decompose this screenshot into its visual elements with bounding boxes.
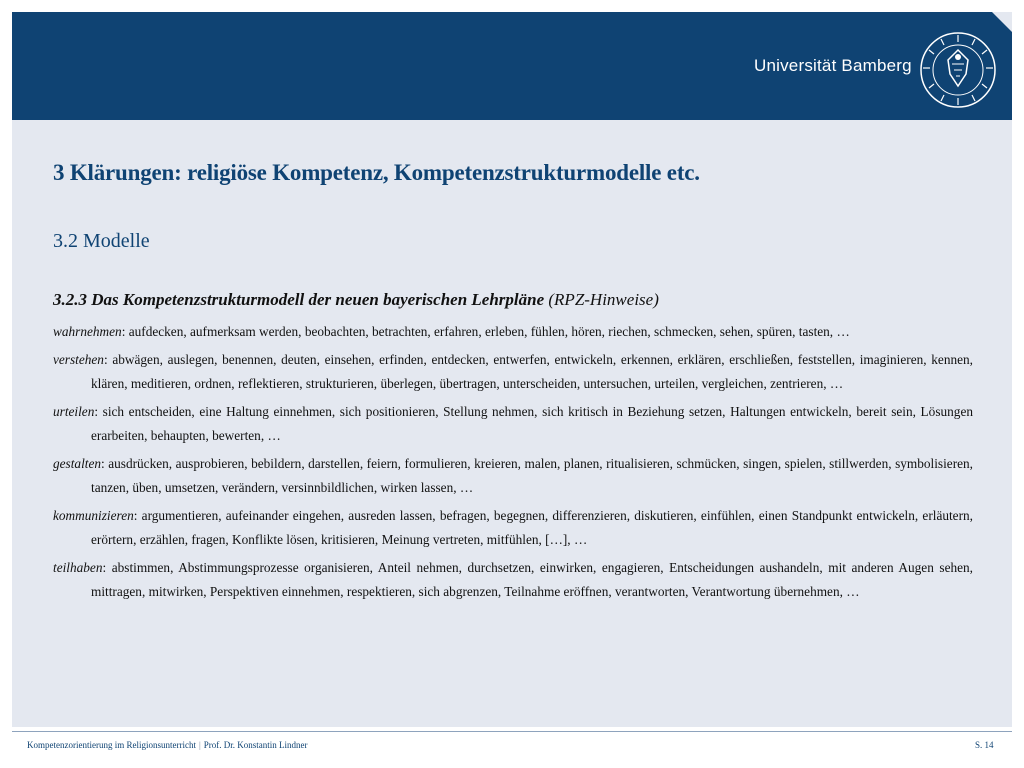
list-item [53,348,973,396]
competence-verbs: : abwägen, auslegen, benennen, deuten, einsehen, erfinden, entdecken, entwerfen, entwickeln, erkennen, erklären, erschließen, feststellen, imaginieren, kennen, klären, meditieren, ordnen, reflektieren, strukturieren, überlegen, übertragen, unterscheiden, untersuchen, urteilen, vergleichen, zentrieren, … [91,352,973,391]
university-name: Universität Bamberg [754,56,912,75]
university-seal-icon [918,30,998,110]
competence-term: gestalten [53,456,102,471]
competence-term: kommunizieren [53,508,134,523]
footer-separator: | [198,740,201,750]
competence-term: verstehen [53,352,104,367]
competence-verbs: : argumentieren, aufeinander eingehen, ausreden lassen, befragen, begegnen, differenzieren, diskutieren, einfühlen, einen Standpunkt entwickeln, erläutern, erörtern, erzählen, fragen, Konflikte lösen, kritisieren, Meinung vertreten, mitfühlen, […], … [91,508,973,547]
list-item [53,320,973,344]
footer-credits [27,740,308,750]
competence-term: teilhaben [53,560,103,575]
footer-author: Prof. Dr. Konstantin Lindner [203,740,308,750]
slide-subtitle: 3.2 Modelle [53,230,150,252]
page-number: S. 14 [975,740,994,750]
list-item [53,504,973,552]
competence-verbs: : sich entscheiden, eine Haltung einnehmen, sich positionieren, Stellung nehmen, sich kritisch in Beziehung setzen, Haltungen entwickeln, bereit sein, Lösungen erarbeiten, behaupten, bewerten, … [91,404,973,443]
list-item [53,452,973,500]
section-heading [53,290,659,310]
competence-term: urteilen [53,404,95,419]
list-item [53,556,973,604]
footer-course: Kompetenzorientierung im Religionsunterricht [27,740,196,750]
competence-verbs: : aufdecken, aufmerksam werden, beobachten, betrachten, erfahren, erleben, fühlen, hören, riechen, schmecken, sehen, spüren, tasten, … [121,324,850,339]
competence-list [53,320,973,608]
competence-verbs: : abstimmen, Abstimmungsprozesse organisieren, Anteil nehmen, durchsetzen, einwirken, engagieren, Entscheidungen aushandeln, mit anderen Augen sehen, mittragen, mitwirken, Perspektiven einnehmen, respektieren, sich abgrenzen, Teilnahme eröffnen, verantworten, Verantwortung übernehmen, … [91,560,973,599]
competence-verbs: : ausdrücken, ausprobieren, bebildern, darstellen, feiern, formulieren, kreieren, malen, planen, ritualisieren, schmücken, singen, spielen, stillwerden, symbolisieren, tanzen, üben, umsetzen, verändern, versinnbildlichen, wirken lassen, … [91,456,973,495]
section-heading-title: 3.2.3 Das Kompetenzstrukturmodell der neuen bayerischen Lehrpläne [53,290,545,309]
slide-title: 3 Klärungen: religiöse Kompetenz, Kompetenzstrukturmodelle etc. [53,160,700,185]
footer-divider [12,731,1012,732]
competence-term: wahrnehmen [53,324,122,339]
list-item [53,400,973,448]
section-heading-note: (RPZ-Hinweise) [548,290,659,309]
